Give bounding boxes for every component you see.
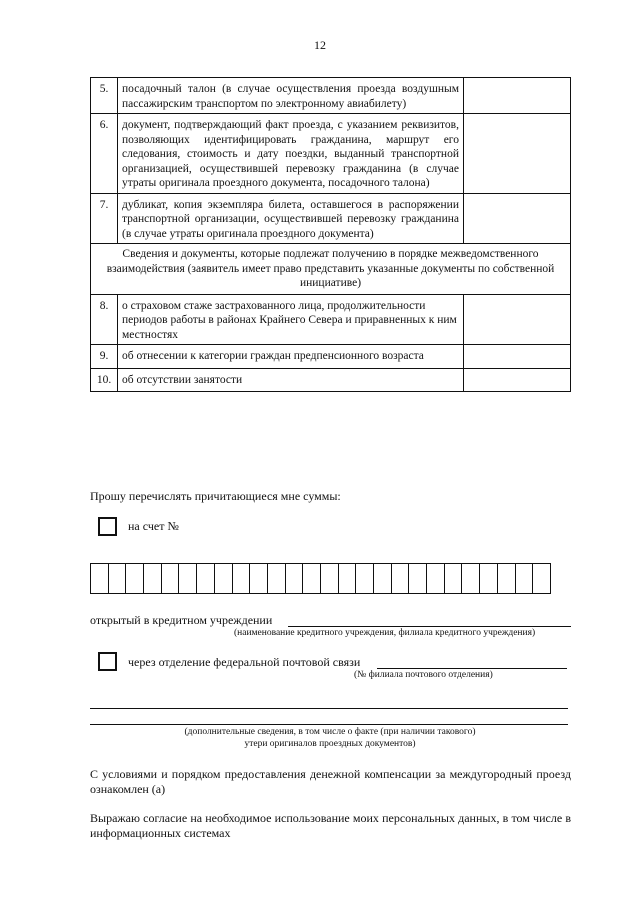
section-header: Сведения и документы, которые подлежат получению в порядке межведомственного взаимодействия (заявитель имеет право представить указанные документы по собственной инициативе): [91, 244, 571, 295]
row-mark-cell[interactable]: [464, 345, 571, 369]
additional-note-line2: утери оригиналов проездных документов): [244, 739, 416, 749]
conditions-paragraph: С условиями и порядком предоставления денежной компенсации за междугородный проезд ознакомлен (а): [90, 767, 571, 796]
row-number: 9.: [91, 345, 118, 369]
table-row: [91, 114, 571, 194]
account-digit-cell[interactable]: [285, 563, 304, 594]
row-mark-cell[interactable]: [464, 294, 571, 345]
account-number-cells[interactable]: [90, 563, 550, 594]
account-digit-cell[interactable]: [267, 563, 286, 594]
account-label: на счет №: [128, 519, 179, 533]
row-mark-cell[interactable]: [464, 368, 571, 392]
table-row: [91, 368, 571, 392]
row-number: 5.: [91, 78, 118, 114]
table-row: [91, 345, 571, 369]
account-digit-cell[interactable]: [178, 563, 197, 594]
account-digit-cell[interactable]: [232, 563, 251, 594]
row-text: о страховом стаже застрахованного лица, продолжительности периодов работы в районах Крайнего Севера и приравненных к ним местностях: [118, 294, 464, 345]
bank-note: (наименование кредитного учреждения, филиала кредитного учреждения): [234, 628, 536, 638]
consent-paragraph: Выражаю согласие на необходимое использование моих персональных данных, в том числе в информационных системах: [90, 811, 571, 840]
account-digit-cell[interactable]: [196, 563, 215, 594]
additional-info-line-2[interactable]: [90, 724, 568, 725]
table-row: [91, 78, 571, 114]
account-digit-cell[interactable]: [302, 563, 321, 594]
row-text: документ, подтверждающий факт проезда, с указанием реквизитов, позволяющих идентифицировать гражданина, маршрут его следования, стоимость и дату поездки, выданный транспортной организацией, осуществившей перевозку гражданина (в случае утраты оригинала проездного документа, посадочного талона): [118, 114, 464, 194]
row-number: 10.: [91, 368, 118, 392]
row-number: 7.: [91, 193, 118, 244]
post-office-line[interactable]: [377, 668, 567, 669]
row-text: об отнесении к категории граждан предпенсионного возраста: [118, 345, 464, 369]
account-digit-cell[interactable]: [461, 563, 480, 594]
account-digit-cell[interactable]: [338, 563, 357, 594]
account-digit-cell[interactable]: [497, 563, 516, 594]
post-label: через отделение федеральной почтовой связи: [128, 655, 361, 669]
payment-intro: Прошу перечислять причитающиеся мне суммы:: [90, 489, 341, 503]
account-digit-cell[interactable]: [108, 563, 127, 594]
bank-label: открытый в кредитном учреждении: [90, 613, 273, 627]
bank-name-line[interactable]: [288, 626, 571, 627]
account-digit-cell[interactable]: [373, 563, 392, 594]
row-mark-cell[interactable]: [464, 114, 571, 194]
post-checkbox[interactable]: [98, 652, 117, 671]
account-digit-cell[interactable]: [391, 563, 410, 594]
row-text: дубликат, копия экземпляра билета, оставшегося в распоряжении транспортной организации, осуществившей перевозку гражданина (в случае утраты оригинала проездного документа): [118, 193, 464, 244]
account-digit-cell[interactable]: [161, 563, 180, 594]
table-row: [91, 294, 571, 345]
row-mark-cell[interactable]: [464, 78, 571, 114]
section-header-row: [91, 244, 571, 295]
documents-table: [90, 77, 571, 392]
account-digit-cell[interactable]: [479, 563, 498, 594]
row-text: посадочный талон (в случае осуществления проезда воздушным пассажирским транспортом по электронному авиабилету): [118, 78, 464, 114]
account-digit-cell[interactable]: [515, 563, 534, 594]
account-digit-cell[interactable]: [249, 563, 268, 594]
account-checkbox[interactable]: [98, 517, 117, 536]
account-digit-cell[interactable]: [355, 563, 374, 594]
account-digit-cell[interactable]: [320, 563, 339, 594]
account-digit-cell[interactable]: [408, 563, 427, 594]
account-digit-cell[interactable]: [532, 563, 551, 594]
additional-info-line-1[interactable]: [90, 708, 568, 709]
row-number: 6.: [91, 114, 118, 194]
account-digit-cell[interactable]: [125, 563, 144, 594]
table-row: [91, 193, 571, 244]
post-note: (№ филиала почтового отделения): [354, 670, 493, 680]
row-number: 8.: [91, 294, 118, 345]
account-digit-cell[interactable]: [444, 563, 463, 594]
row-text: об отсутствии занятости: [118, 368, 464, 392]
account-digit-cell[interactable]: [143, 563, 162, 594]
row-mark-cell[interactable]: [464, 193, 571, 244]
account-digit-cell[interactable]: [214, 563, 233, 594]
account-digit-cell[interactable]: [426, 563, 445, 594]
additional-note-line1: (дополнительные сведения, в том числе о факте (при наличии такового): [184, 727, 476, 737]
page-number: 12: [314, 38, 326, 52]
account-digit-cell[interactable]: [90, 563, 109, 594]
